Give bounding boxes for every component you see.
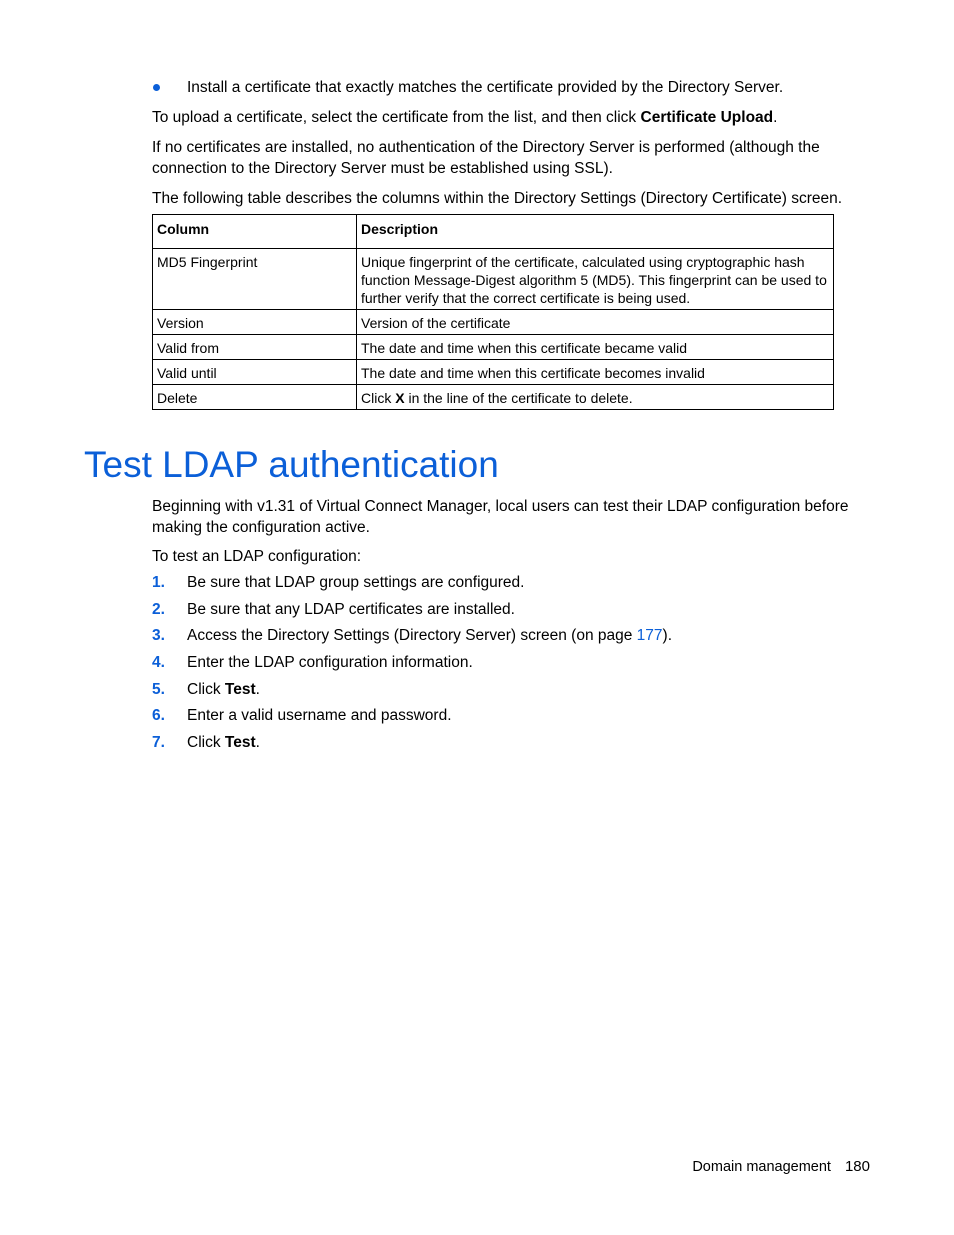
step-text-end: ). bbox=[662, 627, 673, 645]
cell-column: MD5 Fingerprint bbox=[153, 249, 357, 310]
cell-description bbox=[357, 385, 834, 410]
step-text-part: Click bbox=[187, 734, 225, 752]
step-text: Enter the LDAP configuration information. bbox=[187, 654, 473, 672]
page-177-link[interactable]: 177 bbox=[636, 627, 663, 645]
step-text-end: . bbox=[255, 680, 260, 698]
list-item bbox=[152, 679, 852, 706]
test-term: Test bbox=[224, 680, 256, 698]
steps-intro-paragraph: To test an LDAP configuration: bbox=[152, 548, 362, 565]
cell-description: The date and time when this certificate becomes invalid bbox=[357, 360, 834, 385]
upload-text: To upload a certificate, select the certificate from the list, and then click bbox=[152, 109, 641, 126]
delete-x-term: X bbox=[395, 390, 405, 406]
step-text-part: Click bbox=[187, 680, 225, 698]
list-item bbox=[152, 599, 852, 626]
table-intro-paragraph: The following table describes the columns within the Directory Settings (Directory Certificate) screen. bbox=[152, 190, 843, 207]
delete-desc-text-end: in the line of the certificate to delete. bbox=[404, 390, 633, 406]
list-item bbox=[152, 705, 852, 732]
bullet-text: Install a certificate that exactly matches the certificate provided by the Directory Server. bbox=[187, 79, 784, 96]
step-text-part: Access the Directory Settings (Directory Server) screen (on page bbox=[187, 627, 637, 645]
cell-description: The date and time when this certificate became valid bbox=[357, 335, 834, 360]
step-number: 4. bbox=[152, 654, 165, 672]
step-text: Be sure that any LDAP certificates are installed. bbox=[187, 600, 515, 618]
delete-desc-text: Click bbox=[361, 390, 396, 406]
header-description: Description bbox=[357, 215, 834, 249]
footer-section-name: Domain management bbox=[692, 1159, 831, 1175]
bullet-dot-icon bbox=[153, 84, 160, 91]
cell-column: Valid until bbox=[153, 360, 357, 385]
certificate-columns-table bbox=[152, 214, 834, 410]
list-item bbox=[152, 732, 852, 759]
step-text-end: . bbox=[255, 734, 260, 752]
table-header-row bbox=[153, 215, 834, 249]
cell-column: Delete bbox=[153, 385, 357, 410]
section-title: Test LDAP authentication bbox=[84, 444, 499, 485]
list-item bbox=[152, 625, 852, 652]
cell-description: Unique fingerprint of the certificate, calculated using cryptographic hash function Message-Digest algorithm 5 (MD5). This fingerprint can be used to further verify that the correct certificate is being used. bbox=[357, 249, 834, 310]
step-text: Be sure that LDAP group settings are configured. bbox=[187, 574, 525, 591]
step-number: 1. bbox=[152, 574, 165, 591]
cell-description: Version of the certificate bbox=[357, 310, 834, 335]
step-text: Enter a valid username and password. bbox=[187, 707, 452, 725]
step-text bbox=[187, 625, 672, 647]
upload-text-end: . bbox=[773, 109, 778, 126]
list-item bbox=[152, 572, 852, 599]
list-item bbox=[152, 652, 852, 679]
step-number: 6. bbox=[152, 707, 165, 725]
table-row bbox=[153, 310, 834, 335]
cell-column: Version bbox=[153, 310, 357, 335]
table-row bbox=[153, 360, 834, 385]
steps-list bbox=[152, 572, 852, 759]
step-text bbox=[187, 679, 260, 701]
test-term: Test bbox=[224, 734, 256, 752]
section-intro-paragraph: Beginning with v1.31 of Virtual Connect Manager, local users can test their LDAP configuration before making the configuration active. bbox=[152, 498, 849, 536]
no-certificates-paragraph: If no certificates are installed, no authentication of the Directory Server is performed (although the connection to the Directory Server must be established using SSL). bbox=[152, 139, 820, 177]
certificate-upload-term: Certificate Upload bbox=[640, 109, 774, 126]
table-row bbox=[153, 335, 834, 360]
cell-column: Valid from bbox=[153, 335, 357, 360]
upload-paragraph bbox=[152, 107, 852, 128]
step-number: 5. bbox=[152, 680, 165, 698]
step-text bbox=[187, 732, 260, 754]
table-row bbox=[153, 249, 834, 310]
header-column: Column bbox=[153, 215, 357, 249]
step-number: 3. bbox=[152, 627, 165, 645]
step-number: 2. bbox=[152, 600, 165, 618]
page-footer bbox=[692, 1157, 870, 1177]
page-number: 180 bbox=[844, 1158, 870, 1175]
table-row bbox=[153, 385, 834, 410]
step-number: 7. bbox=[152, 734, 165, 752]
